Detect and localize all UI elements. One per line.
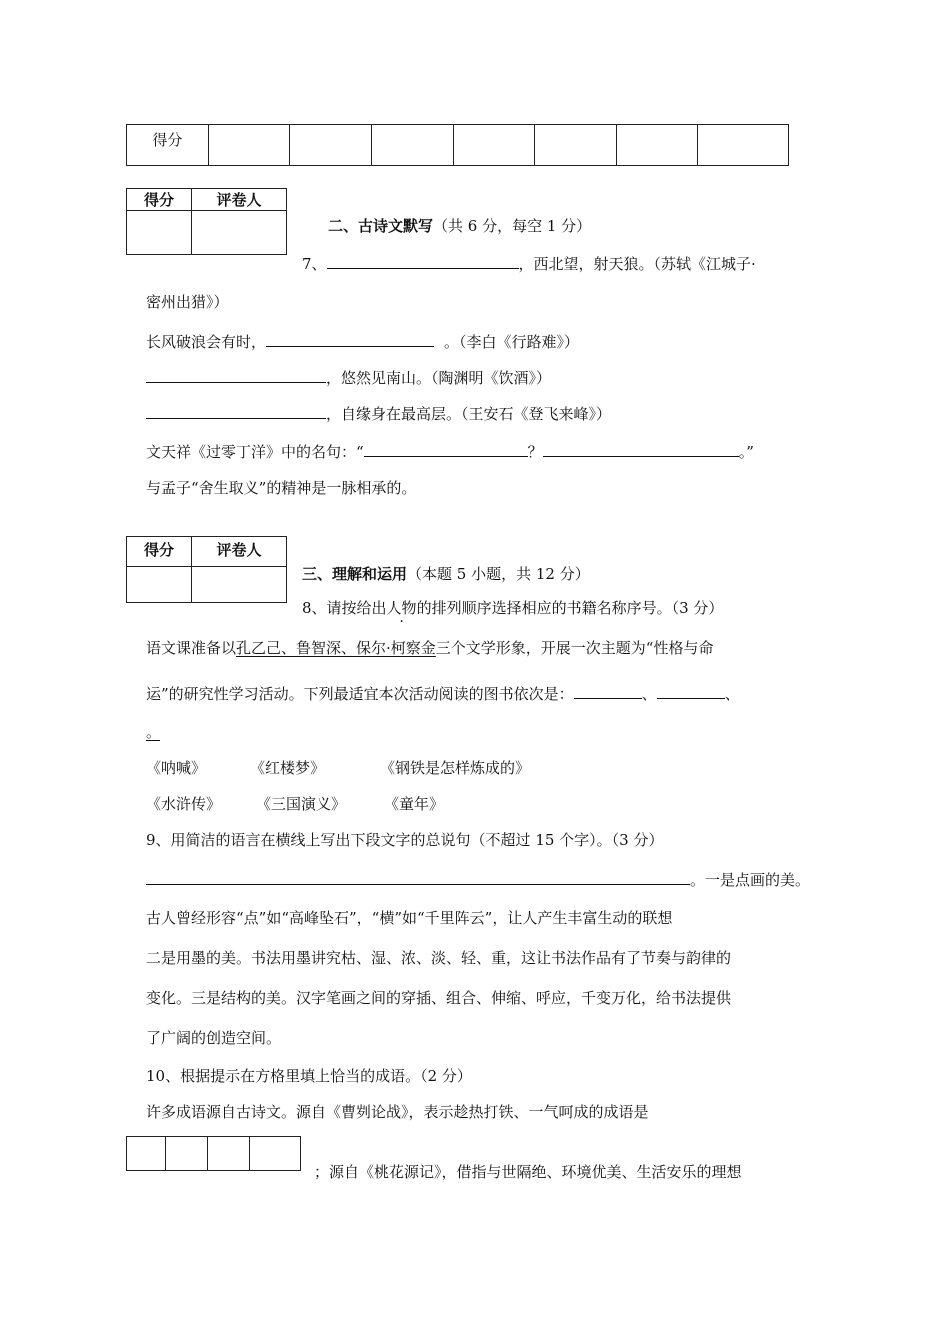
grader-name-label: 评卷人 bbox=[216, 541, 262, 559]
q9-prompt: 9、用简洁的语言在横线上写出下段文字的总说句（不超过 15 个字）。（3 分） bbox=[146, 831, 664, 849]
section3-title: 三、理解和运用 bbox=[302, 565, 408, 583]
q9-paragraph-4: 了广阔的创造空间。 bbox=[146, 1029, 282, 1047]
grader-score-header bbox=[127, 189, 192, 211]
line4 bbox=[146, 402, 611, 424]
line5 bbox=[146, 440, 754, 462]
book-option: 《童年》 bbox=[384, 795, 445, 813]
q9-answer-line bbox=[146, 868, 810, 890]
grader-score-header bbox=[127, 537, 192, 567]
line3-blank[interactable] bbox=[146, 366, 326, 383]
q10-paragraph-2: ；源自《桃花源记》，借指与世隔绝、环境优美、生活安乐的理想 bbox=[314, 1163, 742, 1181]
section2-title: 二、古诗文默写 bbox=[328, 217, 434, 235]
line3 bbox=[146, 366, 551, 388]
line5-blank2[interactable] bbox=[543, 440, 739, 457]
q8-p1-names: 孔乙己、鲁智深、保尔·柯察金 bbox=[236, 639, 436, 657]
q8-line bbox=[302, 598, 723, 618]
q7-line bbox=[302, 252, 756, 274]
q7-continuation: 密州出猎》） bbox=[146, 293, 229, 311]
section3-heading bbox=[302, 564, 590, 584]
books-row-2 bbox=[146, 794, 444, 814]
q8-prefix: 8、请按给出 bbox=[302, 599, 387, 617]
score-cell[interactable] bbox=[290, 125, 372, 166]
grader-name-label: 评卷人 bbox=[216, 191, 262, 209]
line6: 与孟子“舍生取义”的精神是一脉相承的。 bbox=[146, 479, 417, 497]
book-option: 《红楼梦》 bbox=[250, 759, 326, 777]
line4-blank[interactable] bbox=[146, 402, 326, 419]
idiom-box[interactable] bbox=[126, 1136, 166, 1171]
q10-prompt: 10、根据提示在方格里填上恰当的成语。（2 分） bbox=[146, 1067, 472, 1085]
section3-meta: （本题 5 小题，共 12 分） bbox=[407, 565, 590, 583]
q8-sep-2: 、 bbox=[724, 685, 740, 703]
q8-p2-a: 运”的研究性学习活动。下列最适宜本次活动阅读的图书依次是： bbox=[146, 685, 574, 703]
line5-head: 文天祥《过零丁洋》中的名句：“ bbox=[146, 443, 364, 461]
score-cell[interactable] bbox=[535, 125, 617, 166]
q8-paragraph-1 bbox=[146, 638, 713, 658]
idiom-box[interactable] bbox=[165, 1136, 208, 1171]
line2-tail: 。（李白《行路难》） bbox=[444, 333, 580, 351]
book-option: 《钢铁是怎样炼成的》 bbox=[380, 759, 531, 777]
score-label: 得分 bbox=[152, 131, 183, 149]
line3-tail: ，悠然见南山。（陶渊明《饮酒》） bbox=[326, 369, 552, 387]
grader-score-label: 得分 bbox=[143, 541, 174, 559]
q8-blank-2[interactable] bbox=[657, 682, 725, 699]
score-table bbox=[126, 124, 789, 166]
grader-table-section3 bbox=[126, 536, 287, 603]
section2-heading bbox=[328, 216, 591, 236]
line5-tail: 。” bbox=[738, 443, 754, 461]
score-label-cell bbox=[127, 125, 209, 166]
book-option: 《呐喊》 bbox=[146, 759, 207, 777]
q8-suffix: 的排列顺序选择相应的书籍名称序号。（3 分） bbox=[416, 599, 724, 617]
idiom-box[interactable] bbox=[249, 1136, 301, 1171]
section2-meta: （共 6 分，每空 1 分） bbox=[433, 217, 592, 235]
score-cell[interactable] bbox=[371, 125, 453, 166]
book-option: 《水浒传》 bbox=[146, 795, 222, 813]
q8-paragraph-2 bbox=[146, 682, 740, 704]
book-option: 《三国演义》 bbox=[256, 795, 347, 813]
grader-name-header bbox=[192, 537, 287, 567]
q7-blank[interactable] bbox=[327, 252, 519, 269]
q8-blank-3[interactable] bbox=[146, 722, 160, 741]
q8-sep-1: 、 bbox=[641, 685, 657, 703]
q8-p1-b: 三个文学形象，开展一次主题为“性格与命 bbox=[435, 639, 714, 657]
line2-blank[interactable] bbox=[266, 330, 434, 347]
idiom-box[interactable] bbox=[207, 1136, 250, 1171]
grader-score-cell[interactable] bbox=[127, 567, 192, 603]
line2 bbox=[146, 330, 579, 352]
q8-blank-1[interactable] bbox=[574, 682, 642, 699]
books-row-1 bbox=[146, 758, 530, 778]
q9-paragraph-2: 二是用墨的美。书法用墨讲究枯、湿、浓、淡、轻、重，这让书法作品有了节奏与韵律的 bbox=[146, 949, 732, 967]
q8-p3-text: 。 bbox=[146, 723, 162, 741]
score-cell[interactable] bbox=[616, 125, 698, 166]
q8-paragraph-3 bbox=[146, 722, 160, 742]
grader-name-cell[interactable] bbox=[192, 211, 287, 255]
q7-tail: ，西北望，射天狼。（苏轼《江城子· bbox=[518, 255, 756, 273]
score-cell[interactable] bbox=[208, 125, 290, 166]
line4-tail: ，自缘身在最高层。（王安石《登飞来峰》） bbox=[326, 405, 612, 423]
q9-tail: 。一是点画的美。 bbox=[690, 871, 811, 889]
q8-emphasis: 人物 bbox=[386, 599, 417, 617]
grader-score-label: 得分 bbox=[143, 191, 174, 209]
grader-table-section2 bbox=[126, 188, 287, 255]
score-cell[interactable] bbox=[698, 125, 789, 166]
line2-head: 长风破浪会有时， bbox=[146, 333, 267, 351]
grader-name-header bbox=[192, 189, 287, 211]
q10-paragraph-1: 许多成语源自古诗文。源自《曹刿论战》，表示趁热打铁、一气呵成的成语是 bbox=[146, 1103, 649, 1121]
score-cell[interactable] bbox=[453, 125, 535, 166]
grader-name-cell[interactable] bbox=[192, 567, 287, 603]
q7-number: 7、 bbox=[302, 255, 327, 273]
line5-mid: ？ bbox=[527, 443, 543, 461]
q9-blank[interactable] bbox=[146, 868, 690, 885]
line5-blank1[interactable] bbox=[364, 440, 528, 457]
q9-paragraph-1: 古人曾经形容“点”如“高峰坠石”，“横”如“千里阵云”，让人产生丰富生动的联想 bbox=[146, 909, 673, 927]
q9-paragraph-3: 变化。三是结构的美。汉字笔画之间的穿插、组合、伸缩、呼应，千变万化，给书法提供 bbox=[146, 989, 732, 1007]
q8-p1-a: 语文课准备以 bbox=[146, 639, 237, 657]
grader-score-cell[interactable] bbox=[127, 211, 192, 255]
